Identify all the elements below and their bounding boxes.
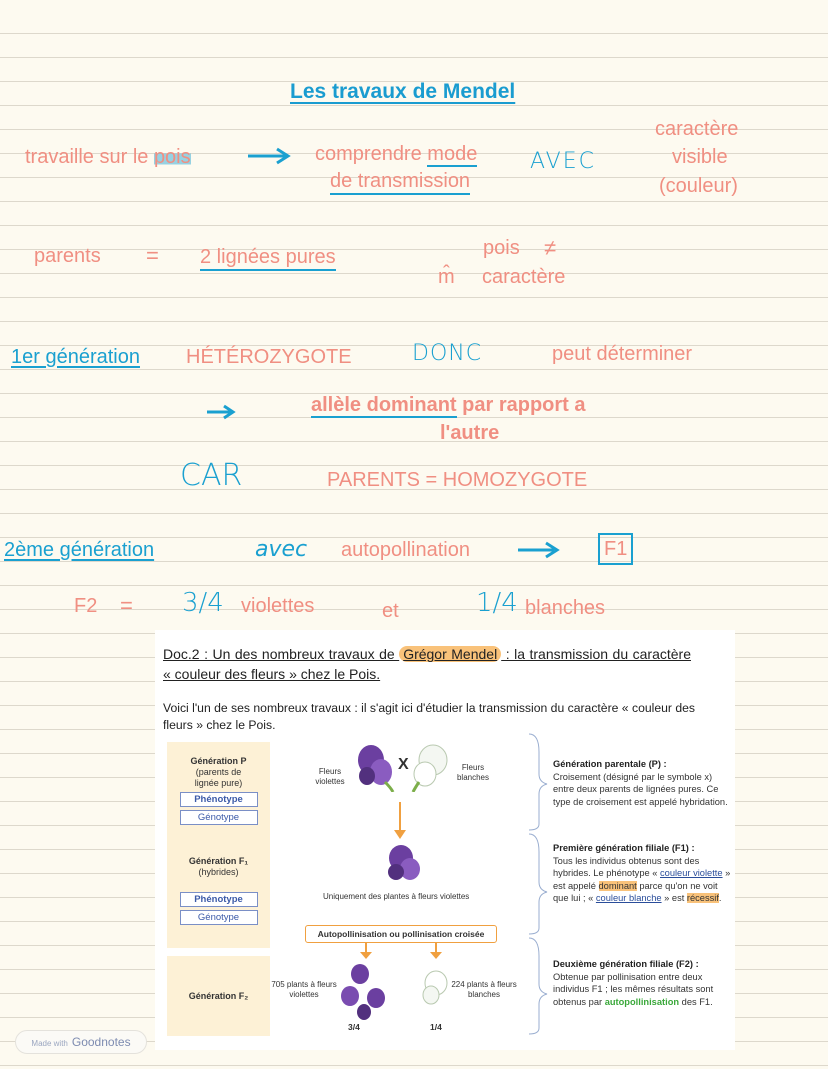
doc-title (163, 644, 691, 684)
desc-f1-violette: couleur violette (660, 868, 723, 879)
caractere2-text: caractère (482, 266, 566, 288)
autopollination-text: autopollination (341, 539, 470, 561)
desc-p-text: Croisement (désigné par le symbole x) entre deux parents de lignées pures. Ce type de croisement est appelé hybridation. (553, 771, 728, 807)
gen-f1-box (167, 840, 270, 948)
gen-p-sub: (parents de lignée pure) (194, 767, 243, 788)
gen2-label: 2ème génération (4, 539, 155, 561)
doc-title-b: : la transmission du caractère « couleur des fleurs » chez le Pois. (163, 646, 691, 682)
equals-sign-2: = (120, 593, 133, 618)
peut-text: peut déterminer (552, 343, 693, 365)
not-equal-sign: ≠ (544, 235, 557, 260)
gen-f2-box (167, 956, 270, 1036)
gen2-heading (4, 539, 154, 562)
desc-f1-title: Première génération filiale (F1) : (553, 843, 695, 853)
f1-box: F1 (598, 533, 633, 565)
brace-lines-icon (527, 732, 549, 1037)
desc-f1-blanche: couleur blanche (595, 893, 662, 904)
par-rapport: par rapport a (456, 394, 586, 416)
arrow-down-left-icon (359, 942, 373, 960)
caractere-text: caractère (655, 118, 739, 140)
comprendre-label: comprendre (315, 143, 428, 165)
white-flower-icon (411, 742, 451, 792)
visible-text: visible (672, 146, 728, 168)
gen-p-geno: Génotype (180, 810, 258, 825)
ratio-1-4: 1/4 (430, 1022, 442, 1032)
document-card (155, 630, 735, 1050)
lignees-text: 2 lignées pures (200, 246, 336, 271)
arrow-down-right-icon (429, 942, 443, 960)
gen1-label: 1er génération (11, 346, 140, 368)
donc-handwritten: DONC (412, 341, 483, 366)
mode-word: mode (427, 143, 478, 165)
comprendre-text (315, 143, 477, 166)
violet-flower-icon (355, 742, 395, 792)
couleur-text: (couleur) (659, 175, 738, 197)
travaille-text (25, 146, 191, 169)
blanches-text: blanches (525, 597, 606, 619)
gen-p-pheno: Phénotype (180, 792, 258, 807)
badge-app: Goodnotes (71, 1035, 131, 1049)
goodnotes-badge (15, 1030, 147, 1054)
avec-handwritten-2: avec (255, 537, 308, 562)
desc-f2 (553, 958, 735, 1008)
pois-text: pois (483, 237, 520, 259)
desc-f1-g: » est (661, 893, 687, 904)
plants-blanches-label: 224 plants à fleurs blanches (451, 980, 517, 999)
ratio-3-4: 3/4 (348, 1022, 360, 1032)
fleurs-violettes-label: Fleurs violettes (315, 767, 345, 786)
doc-title-name: Grégor Mendel (399, 646, 501, 662)
gen-f2-label: Génération F₂ (188, 991, 249, 1001)
desc-f1-e: parce qu'on ne voit que lui ; « (553, 880, 718, 904)
allele-text (311, 394, 586, 417)
gen-f1-geno: Génotype (180, 910, 258, 925)
parents-text: parents (34, 245, 101, 267)
f2-text: F2 (74, 595, 98, 617)
meme-abbrev: m̂ (438, 266, 455, 288)
violet-flowers-f2-icon (338, 962, 393, 1022)
arrow-right-small-icon (205, 402, 237, 422)
violet-flower-f1-icon (383, 842, 423, 887)
travaille-label: travaille sur le (25, 146, 154, 168)
arrow-down-icon (393, 802, 407, 840)
white-flower-f2-icon (421, 968, 451, 1008)
gen-p-box (167, 742, 270, 851)
arrow-right-icon (246, 146, 294, 166)
cross-symbol: X (398, 756, 409, 773)
equals-sign: = (146, 243, 159, 268)
desc-f1 (553, 842, 735, 905)
car-handwritten: CAR (180, 458, 243, 493)
plants-violettes-label: 705 plants à fleurs violettes (271, 980, 337, 999)
violettes-text: violettes (241, 595, 315, 617)
badge-made: Made with (31, 1039, 68, 1048)
fraction-3-4: 3/4 (182, 588, 224, 618)
gen-f1-pheno: Phénotype (180, 892, 258, 907)
fleurs-blanches-label: Fleurs blanches (456, 763, 490, 782)
gen-f1-sub: (hybrides) (198, 867, 239, 877)
autopoll-box: Autopollinisation ou pollinisation croisée (305, 925, 497, 943)
parents-homo-text: PARENTS = HOMOZYGOTE (327, 469, 588, 491)
avec-handwritten: AVEC (530, 149, 596, 174)
fraction-1-4: 1/4 (476, 588, 518, 618)
desc-p (553, 758, 735, 808)
pois-highlight: pois (153, 146, 191, 168)
desc-p-title: Génération parentale (P) : (553, 759, 667, 769)
desc-f2-title: Deuxième génération filiale (F2) : (553, 959, 699, 969)
transmission-text: de transmission (330, 170, 470, 195)
doc-title-a: Doc.2 : Un des nombreux travaux de (163, 646, 400, 662)
heterozygote-text: HÉTÉROZYGOTE (186, 346, 352, 368)
uniquement-label: Uniquement des plantes à fleurs violettes (323, 892, 470, 901)
desc-f1-dominant: dominant (598, 880, 637, 891)
arrow-right-icon-2 (516, 540, 562, 560)
gen-f1-label: Génération F₁ (188, 856, 249, 866)
autre-text: l'autre (440, 422, 500, 444)
et-text: et (382, 600, 399, 622)
doc-intro: Voici l'un de ses nombreux travaux : il s'agit ici d'étudier la transmission du caractère « couleur des fleurs » chez le Pois. (163, 701, 695, 732)
page-title: Les travaux de Mendel (290, 80, 516, 103)
desc-f1-i: . (718, 893, 722, 904)
desc-f1-c: » est appelé (553, 868, 731, 891)
gen1-heading (11, 346, 140, 369)
gen-p-label: Génération P (190, 756, 247, 766)
desc-f2-c: des F1. (679, 996, 713, 1007)
desc-f1-a: Tous les individus obtenus sont des hybrides. Le phénotype « (553, 855, 700, 879)
desc-f1-recessif: récessif (686, 893, 719, 904)
desc-f2-autopoll: autopollinisation (604, 996, 680, 1007)
desc-f2-a: Obtenue par pollinisation entre deux individus F1 ; les mêmes résultats sont obtenus par (553, 971, 714, 1007)
allele-dominant: allèle dominant (311, 394, 457, 416)
